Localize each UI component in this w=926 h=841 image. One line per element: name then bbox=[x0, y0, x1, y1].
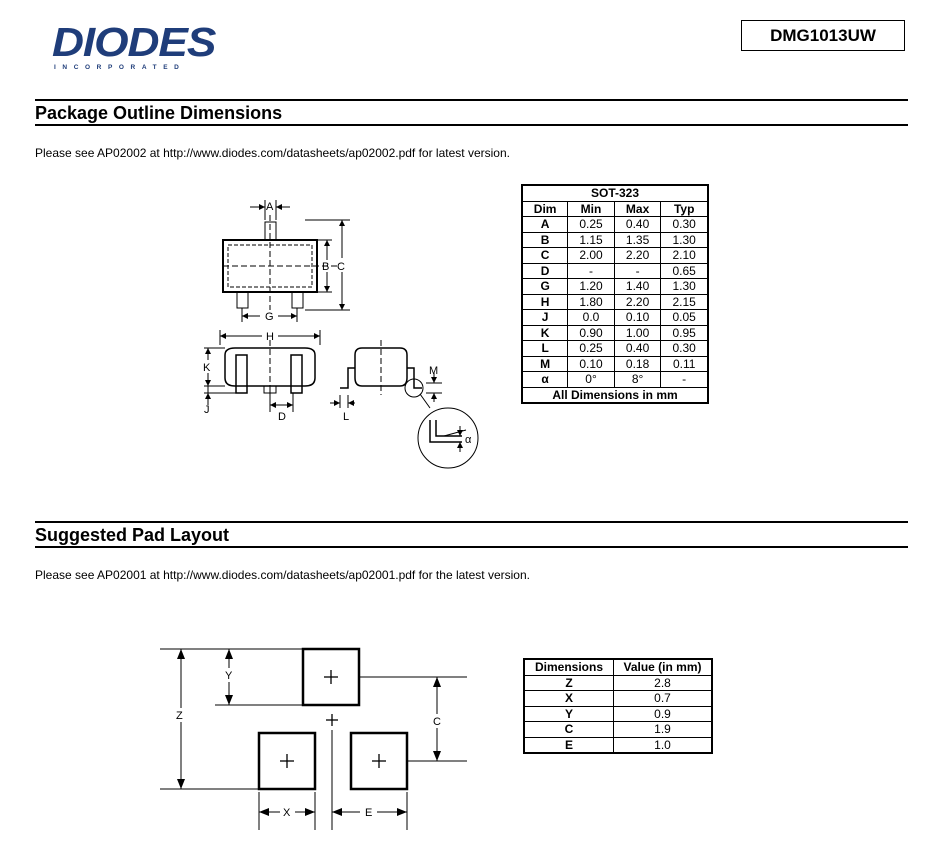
dim-label-b: B bbox=[322, 261, 330, 273]
sot323-dimension-table bbox=[521, 184, 709, 404]
logo-subtext: INCORPORATED bbox=[54, 64, 186, 71]
table-row bbox=[525, 691, 712, 707]
table-cell: 0.40 bbox=[614, 217, 661, 233]
table-row bbox=[523, 372, 708, 388]
dim-label-j: J bbox=[204, 404, 210, 416]
table-cell: - bbox=[614, 263, 661, 279]
table-cell: 1.15 bbox=[568, 232, 615, 248]
table-cell: 1.9 bbox=[614, 722, 712, 738]
table-cell: G bbox=[523, 279, 568, 295]
pad-label-x: X bbox=[283, 807, 291, 819]
table-row bbox=[525, 675, 712, 691]
table-cell: 0.25 bbox=[568, 217, 615, 233]
table-row bbox=[523, 248, 708, 264]
table-cell: 0.11 bbox=[661, 356, 708, 372]
dim-label-m: M bbox=[429, 365, 439, 377]
table-cell: Z bbox=[525, 675, 614, 691]
pad-label-y: Y bbox=[225, 670, 233, 682]
table-cell: 2.20 bbox=[614, 294, 661, 310]
pad-layout-drawing bbox=[155, 640, 475, 835]
table-cell: 0.95 bbox=[661, 325, 708, 341]
table-cell: 0° bbox=[568, 372, 615, 388]
table-cell: 1.00 bbox=[614, 325, 661, 341]
table-row bbox=[523, 294, 708, 310]
table-cell: 0.30 bbox=[661, 341, 708, 357]
table-cell: 0.25 bbox=[568, 341, 615, 357]
table-cell: 1.30 bbox=[661, 232, 708, 248]
table-cell: 0.18 bbox=[614, 356, 661, 372]
table-cell: C bbox=[523, 248, 568, 264]
table-cell: 0.90 bbox=[568, 325, 615, 341]
table-cell: Y bbox=[525, 706, 614, 722]
table-cell: 2.8 bbox=[614, 675, 712, 691]
table-cell: 2.00 bbox=[568, 248, 615, 264]
table-header: Dim bbox=[523, 201, 568, 217]
dim-label-h: H bbox=[266, 331, 274, 343]
table-cell: 0.7 bbox=[614, 691, 712, 707]
table-cell: 0.10 bbox=[614, 310, 661, 326]
table-header: Typ bbox=[661, 201, 708, 217]
dim-label-g: G bbox=[265, 311, 274, 323]
table-header: Value (in mm) bbox=[614, 660, 712, 676]
table-cell: 1.30 bbox=[661, 279, 708, 295]
table-cell: 2.10 bbox=[661, 248, 708, 264]
table-cell: 0.0 bbox=[568, 310, 615, 326]
table-cell: 1.35 bbox=[614, 232, 661, 248]
table-row bbox=[525, 737, 712, 753]
section-title-pad-layout: Suggested Pad Layout bbox=[35, 521, 908, 548]
table-row bbox=[523, 217, 708, 233]
dim-label-c: C bbox=[337, 261, 345, 273]
table-cell: 8° bbox=[614, 372, 661, 388]
table-cell: M bbox=[523, 356, 568, 372]
table-cell: E bbox=[525, 737, 614, 753]
table-cell: 1.80 bbox=[568, 294, 615, 310]
pad-dimension-table bbox=[523, 658, 713, 754]
table-cell: 0.40 bbox=[614, 341, 661, 357]
table-cell: A bbox=[523, 217, 568, 233]
table-cell: 1.0 bbox=[614, 737, 712, 753]
table-cell: α bbox=[523, 372, 568, 388]
table-cell: 1.40 bbox=[614, 279, 661, 295]
dim-label-l: L bbox=[343, 411, 350, 423]
table-row bbox=[523, 341, 708, 357]
dim-label-k: K bbox=[203, 362, 211, 374]
table-row bbox=[525, 722, 712, 738]
package-outline-drawing bbox=[190, 190, 490, 475]
table-cell: 0.10 bbox=[568, 356, 615, 372]
table-row bbox=[523, 263, 708, 279]
table-cell: 2.20 bbox=[614, 248, 661, 264]
dim-label-alpha: α bbox=[465, 434, 472, 446]
table-cell: H bbox=[523, 294, 568, 310]
table-cell: 0.30 bbox=[661, 217, 708, 233]
company-logo bbox=[52, 19, 238, 72]
table-row bbox=[523, 232, 708, 248]
pad-label-e: E bbox=[365, 807, 373, 819]
logo-wordmark: DIODES bbox=[52, 19, 216, 65]
pad-layout-note: Please see AP02001 at http://www.diodes.com/datasheets/ap02001.pdf for the latest version. bbox=[35, 568, 530, 582]
table-row bbox=[523, 325, 708, 341]
table-title: SOT-323 bbox=[523, 186, 708, 202]
section-title-package-outline: Package Outline Dimensions bbox=[35, 99, 908, 126]
table-cell: 2.15 bbox=[661, 294, 708, 310]
table-row bbox=[523, 279, 708, 295]
table-header: Dimensions bbox=[525, 660, 614, 676]
table-cell: K bbox=[523, 325, 568, 341]
pad-label-z: Z bbox=[176, 710, 183, 722]
table-row bbox=[523, 356, 708, 372]
table-cell: C bbox=[525, 722, 614, 738]
pad-label-c: C bbox=[433, 716, 441, 728]
table-header: Max bbox=[614, 201, 661, 217]
table-cell: - bbox=[568, 263, 615, 279]
table-cell: X bbox=[525, 691, 614, 707]
table-row bbox=[525, 706, 712, 722]
table-footer: All Dimensions in mm bbox=[523, 387, 708, 403]
table-row bbox=[523, 310, 708, 326]
table-cell: 0.05 bbox=[661, 310, 708, 326]
table-cell: 1.20 bbox=[568, 279, 615, 295]
table-cell: L bbox=[523, 341, 568, 357]
table-cell: 0.9 bbox=[614, 706, 712, 722]
table-header: Min bbox=[568, 201, 615, 217]
dim-label-d: D bbox=[278, 411, 286, 423]
table-cell: - bbox=[661, 372, 708, 388]
package-outline-note: Please see AP02002 at http://www.diodes.com/datasheets/ap02002.pdf for latest version. bbox=[35, 146, 510, 160]
dim-label-a: A bbox=[266, 201, 274, 213]
table-cell: 0.65 bbox=[661, 263, 708, 279]
table-cell: J bbox=[523, 310, 568, 326]
part-number-box: DMG1013UW bbox=[741, 20, 905, 51]
table-cell: B bbox=[523, 232, 568, 248]
table-cell: D bbox=[523, 263, 568, 279]
